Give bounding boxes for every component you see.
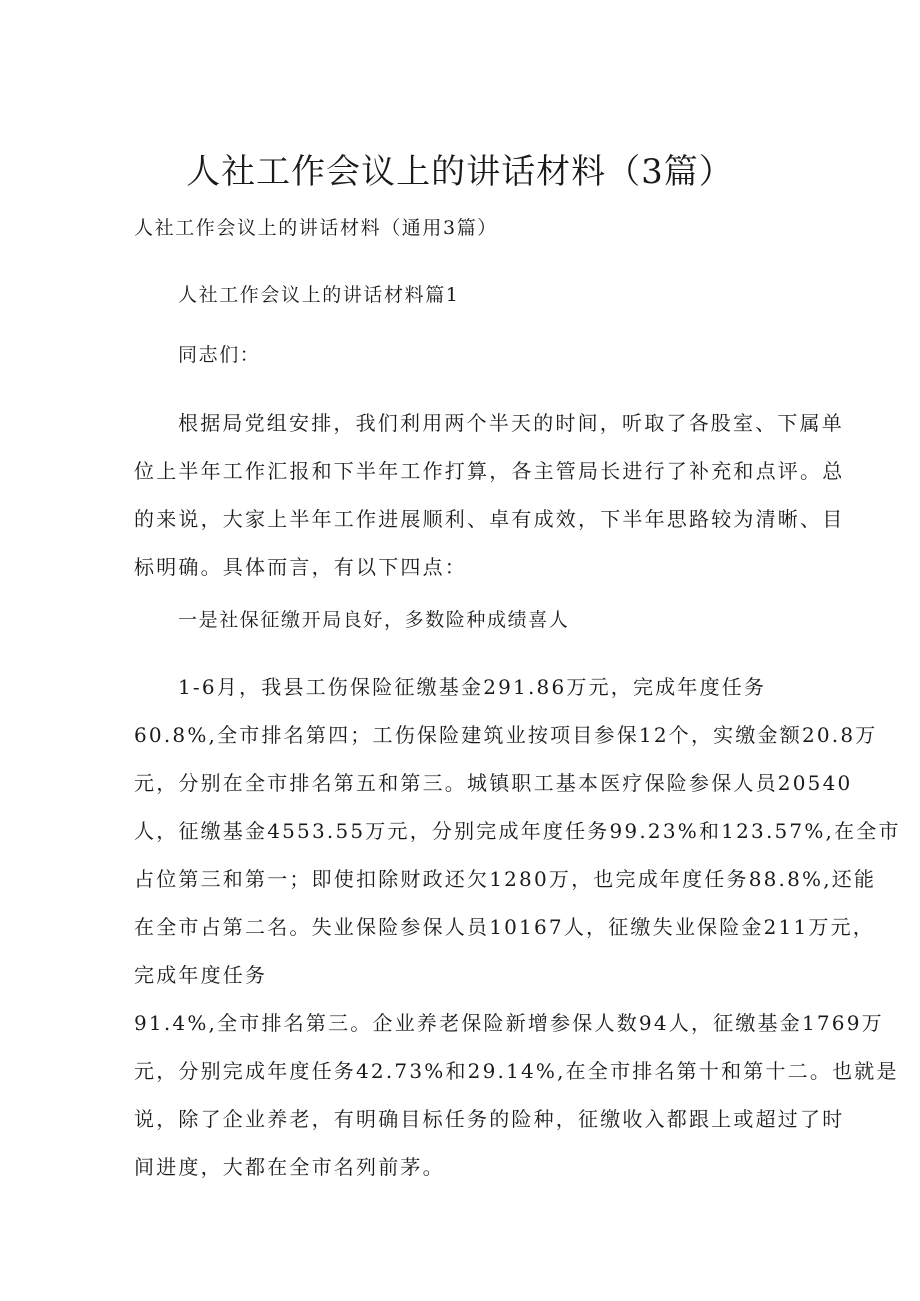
- paragraph-line: 1-6月，我县工伤保险征缴基金291.86万元，完成年度任务: [178, 675, 767, 699]
- section-heading: 人社工作会议上的讲话材料篇1: [178, 284, 460, 306]
- paragraph-line: 占位第三和第一；即使扣除财政还欠1280万，也完成年度任务88.8%,还能: [134, 867, 877, 891]
- paragraph-line: 根据局党组安排，我们利用两个半天的时间，听取了各股室、下属单: [178, 411, 844, 435]
- paragraph-statistics: [134, 663, 901, 1191]
- paragraph-line: 人，征缴基金4553.55万元，分别完成年度任务99.23%和123.57%,在全市: [134, 819, 901, 843]
- paragraph-line: 完成年度任务: [134, 963, 268, 987]
- document-subtitle: 人社工作会议上的讲话材料（通用3篇）: [134, 217, 498, 239]
- paragraph-line: 说，除了企业养老，有明确目标任务的险种，征缴收入都跟上或超过了时: [134, 1107, 845, 1131]
- paragraph-line: 标明确。具体而言，有以下四点：: [134, 555, 467, 579]
- greeting: 同志们：: [178, 344, 261, 366]
- paragraph-line: 元，分别完成年度任务42.73%和29.14%,在全市排名第十和第十二。也就是: [134, 1059, 899, 1083]
- point-heading: 一是社保征缴开局良好，多数险种成绩喜人: [178, 609, 570, 631]
- paragraph-intro: [134, 399, 845, 591]
- paragraph-line: 间进度，大都在全市名列前茅。: [134, 1155, 445, 1179]
- paragraph-line: 91.4%,全市排名第三。企业养老保险新增参保人数94人，征缴基金1769万: [134, 1011, 884, 1035]
- paragraph-line: 60.8%,全市排名第四；工伤保险建筑业按项目参保12个，实缴金额20.8万: [134, 723, 878, 747]
- paragraph-line: 的来说，大家上半年工作进展顺利、卓有成效，下半年思路较为清晰、目: [134, 507, 845, 531]
- paragraph-line: 在全市占第二名。失业保险参保人员10167人，征缴失业保险金211万元，: [134, 915, 875, 939]
- paragraph-line: 位上半年工作汇报和下半年工作打算，各主管局长进行了补充和点评。总: [134, 459, 845, 483]
- document-title: 人社工作会议上的讲话材料（3篇）: [186, 152, 734, 192]
- paragraph-line: 元，分别在全市排名第五和第三。城镇职工基本医疗保险参保人员20540: [134, 771, 853, 795]
